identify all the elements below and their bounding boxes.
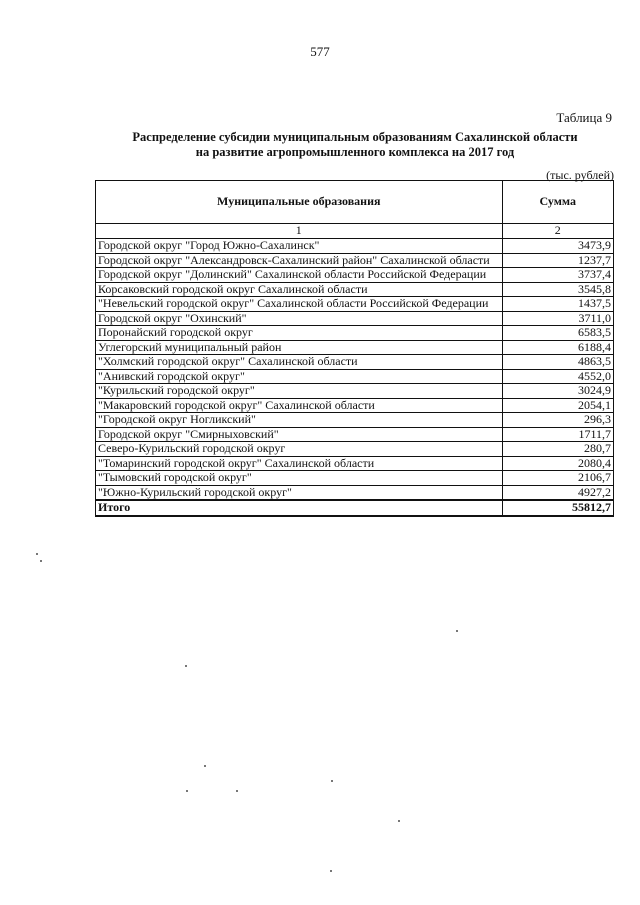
table-row (96, 268, 614, 283)
row-municipality: Городской округ "Охинский" (96, 311, 503, 326)
row-municipality: Городской округ "Долинский" Сахалинской области Российской Федерации (96, 268, 503, 283)
row-sum: 3473,9 (502, 239, 613, 254)
table-row (96, 326, 614, 341)
table-row (96, 355, 614, 370)
table-row (96, 369, 614, 384)
table-row (96, 384, 614, 399)
row-municipality: "Макаровский городской округ" Сахалинской области (96, 398, 503, 413)
row-sum: 2054,1 (502, 398, 613, 413)
row-sum: 4863,5 (502, 355, 613, 370)
total-sum: 55812,7 (502, 500, 613, 516)
table-row (96, 282, 614, 297)
table-row (96, 471, 614, 486)
table-row (96, 311, 614, 326)
table-body (96, 239, 614, 501)
row-municipality: Городской округ "Александровск-Сахалинский район" Сахалинской области (96, 253, 503, 268)
row-sum: 3024,9 (502, 384, 613, 399)
table-row (96, 297, 614, 312)
header-name: Муниципальные образования (96, 181, 503, 224)
row-sum: 1437,5 (502, 297, 613, 312)
table-row (96, 413, 614, 428)
row-sum: 6188,4 (502, 340, 613, 355)
header-row (96, 181, 614, 224)
header-sum: Сумма (502, 181, 613, 224)
row-municipality: Городской округ "Город Южно-Сахалинск" (96, 239, 503, 254)
row-sum: 4927,2 (502, 485, 613, 500)
subsidy-table (95, 180, 614, 517)
table-row (96, 253, 614, 268)
row-sum: 4552,0 (502, 369, 613, 384)
row-sum: 2106,7 (502, 471, 613, 486)
table-title (95, 130, 615, 160)
title-line-2: на развитие агропромышленного комплекса на 2017 год (195, 145, 515, 159)
row-municipality: "Анивский городской округ" (96, 369, 503, 384)
table-row (96, 456, 614, 471)
row-municipality: "Томаринский городской округ" Сахалинской области (96, 456, 503, 471)
table-row (96, 340, 614, 355)
title-line-1: Распределение субсидии муниципальным образованиям Сахалинской области (132, 130, 578, 144)
row-municipality: Северо-Курильский городской округ (96, 442, 503, 457)
page-number: 577 (310, 44, 330, 59)
row-sum: 3545,8 (502, 282, 613, 297)
row-municipality: "Холмский городской округ" Сахалинской области (96, 355, 503, 370)
row-municipality: Поронайский городской округ (96, 326, 503, 341)
row-sum: 2080,4 (502, 456, 613, 471)
row-municipality: "Тымовский городской округ" (96, 471, 503, 486)
row-sum: 280,7 (502, 442, 613, 457)
row-sum: 6583,5 (502, 326, 613, 341)
total-row (96, 500, 614, 516)
table-row (96, 427, 614, 442)
total-label: Итого (96, 500, 503, 516)
row-municipality: Городской округ "Смирныховский" (96, 427, 503, 442)
row-municipality: Углегорский муниципальный район (96, 340, 503, 355)
table-row (96, 442, 614, 457)
column-number-row (96, 224, 614, 239)
row-municipality: "Городской округ Ногликский" (96, 413, 503, 428)
row-sum: 296,3 (502, 413, 613, 428)
row-sum: 1711,7 (502, 427, 613, 442)
row-municipality: "Невельский городской округ" Сахалинской области Российской Федерации (96, 297, 503, 312)
row-municipality: "Курильский городской округ" (96, 384, 503, 399)
row-sum: 3711,0 (502, 311, 613, 326)
units-label: (тыс. рублей) (546, 168, 614, 182)
table-row (96, 398, 614, 413)
row-sum: 1237,7 (502, 253, 613, 268)
row-municipality: Корсаковский городской округ Сахалинской области (96, 282, 503, 297)
row-sum: 3737,4 (502, 268, 613, 283)
column-number-1: 1 (96, 224, 503, 239)
table-row (96, 239, 614, 254)
row-municipality: "Южно-Курильский городской округ" (96, 485, 503, 500)
table-row (96, 485, 614, 500)
table-label: Таблица 9 (556, 110, 612, 125)
column-number-2: 2 (502, 224, 613, 239)
